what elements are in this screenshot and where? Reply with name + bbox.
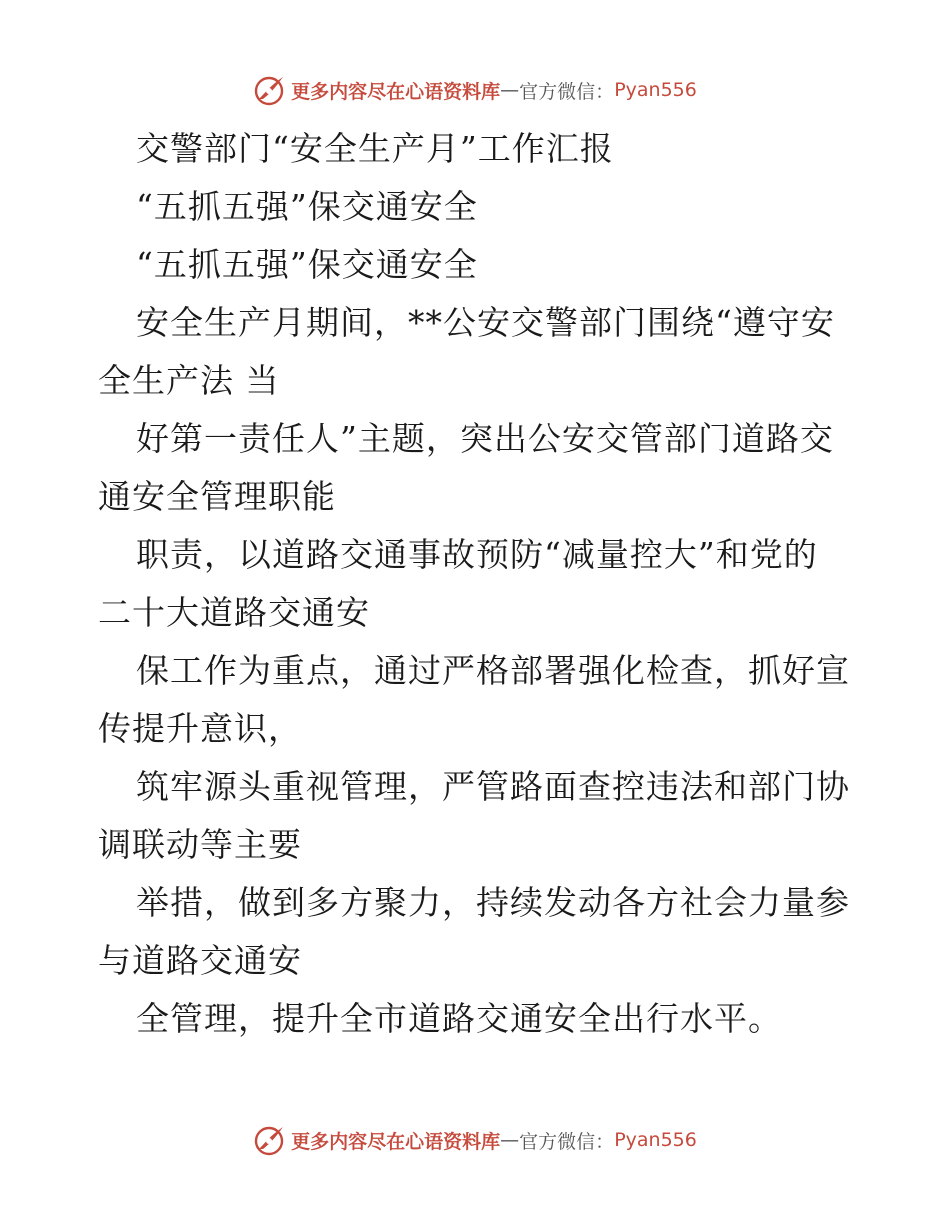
banner-wechat-id: Pyan556 — [614, 1129, 697, 1151]
document-subtitle-1: “五抓五强”保交通安全 — [136, 187, 478, 226]
paragraph-line: 通安全管理职能 — [98, 477, 336, 516]
banner-wechat-label: 官方微信： — [519, 80, 615, 103]
banner-dash: — — [500, 1129, 520, 1151]
banner-site-name: 更多内容尽在心语资料库 — [291, 1130, 501, 1153]
banner-dash: — — [500, 79, 520, 101]
header-banner — [0, 70, 950, 110]
paragraph-line: 全管理，提升全市道路交通安全出行水平。 — [136, 999, 782, 1038]
document-body — [98, 120, 858, 1048]
document-title: 交警部门“安全生产月”工作汇报 — [136, 129, 614, 168]
paragraph-line: 安全生产月期间，**公安交警部门围绕“遵守安 — [136, 303, 835, 342]
paragraph-line: 保工作为重点，通过严格部署强化检查，抓好宣 — [136, 651, 850, 690]
paragraph-line: 调联动等主要 — [98, 825, 302, 864]
paragraph-line: 传提升意识， — [98, 709, 302, 748]
paragraph-line: 好第一责任人”主题，突出公安交管部门道路交 — [136, 419, 834, 458]
document-subtitle-2: “五抓五强”保交通安全 — [136, 245, 478, 284]
paragraph-line: 职责，以道路交通事故预防“减量控大”和党的 — [136, 535, 818, 574]
paragraph-line: 二十大道路交通安 — [98, 593, 370, 632]
pen-quill-logo-icon — [253, 73, 287, 107]
paragraph-line: 举措，做到多方聚力，持续发动各方社会力量参 — [136, 883, 850, 922]
banner-site-name: 更多内容尽在心语资料库 — [291, 80, 501, 103]
paragraph-line: 与道路交通安 — [98, 941, 302, 980]
footer-banner — [0, 1120, 950, 1160]
paragraph-line: 全生产法 当 — [98, 361, 280, 400]
banner-wechat-label: 官方微信： — [519, 1130, 615, 1153]
pen-quill-logo-icon — [253, 1123, 287, 1157]
paragraph-line: 筑牢源头重视管理，严管路面查控违法和部门协 — [136, 767, 850, 806]
banner-wechat-id: Pyan556 — [614, 79, 697, 101]
